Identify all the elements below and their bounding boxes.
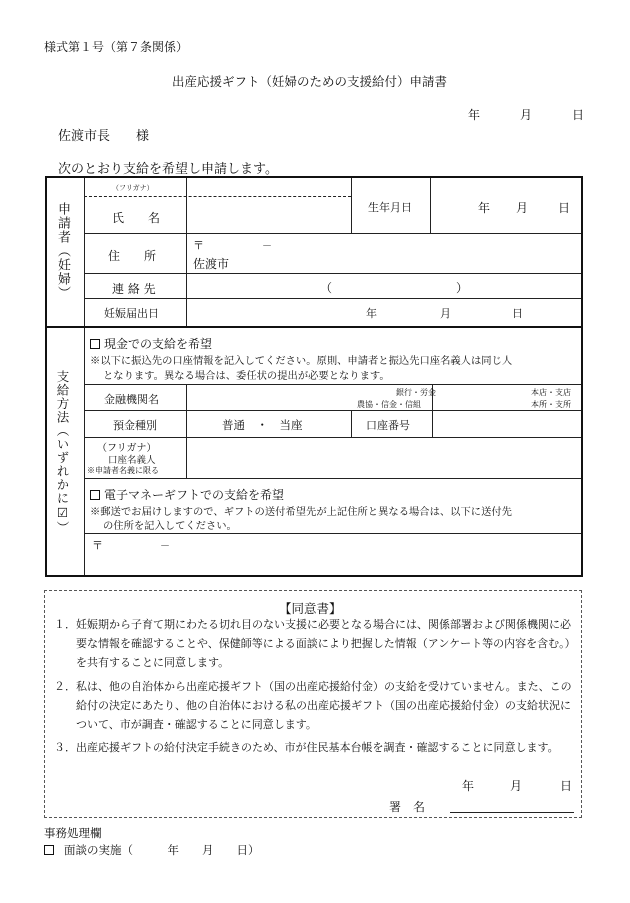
name-label: 氏 名	[112, 211, 161, 225]
cash-option[interactable]	[90, 335, 212, 352]
consent-item-1: 妊娠期から子育て期にわたる切れ目のない支援に必要となる場合には、関係部署および関係機関に必要な情報を確認することや、保健師等による面談により把握した情報（アンケート等の内容を含む。）を共有することに同意します。	[76, 618, 576, 669]
consent-date-day: 日	[560, 779, 573, 793]
holder-furigana-label: （フリガナ）	[97, 443, 157, 454]
form-number: 様式第１号（第７条関係）	[44, 40, 189, 54]
page-title: 出産応援ギフト（妊婦のための支援給付）申請書	[172, 74, 448, 89]
consent-item-2-number: ２．	[54, 680, 76, 693]
cash-note-line-1: ※以下に振込先の口座情報を記入してください。原則、申請者と振込先口座名義人は同じ人	[90, 355, 513, 367]
pregnancy-month: 月	[440, 307, 451, 320]
contact-paren-close: ）	[456, 281, 469, 295]
contact-label: 連 絡 先	[112, 282, 156, 296]
cash-checkbox[interactable]	[90, 339, 100, 349]
payment-section-divider	[45, 326, 583, 328]
deposit-type-options[interactable]: 普通 ・ 当座	[222, 418, 303, 432]
addressee: 佐渡市長 様	[58, 129, 150, 144]
consent-item-1-number: １．	[54, 618, 76, 631]
bank-type-2: 農協・信金・信組	[357, 400, 421, 409]
birth-month: 月	[516, 201, 529, 215]
emoney-checkbox[interactable]	[90, 490, 100, 500]
bank-name-label: 金融機関名	[104, 393, 159, 406]
name-field[interactable]	[188, 198, 349, 231]
account-number-label: 口座番号	[366, 419, 410, 432]
consent-date-month: 月	[510, 779, 523, 793]
consent-item-3-number: ３．	[54, 741, 76, 754]
delivery-postal-mark: 〒	[92, 539, 103, 552]
pregnancy-day: 日	[512, 307, 523, 320]
emoney-option-label: 電子マネーギフトでの支給を希望	[104, 488, 285, 502]
interview-record	[44, 842, 260, 858]
date-month: 月	[520, 108, 533, 122]
consent-date-year: 年	[462, 779, 475, 793]
intro-text: 次のとおり支給を希望し申請します。	[58, 162, 278, 177]
delivery-postal-dash: －	[160, 541, 170, 552]
pregnancy-year: 年	[366, 307, 377, 320]
pregnancy-date-label: 妊娠届出日	[104, 307, 159, 320]
bank-type-1: 銀行・労金	[396, 388, 436, 397]
signature-line[interactable]	[450, 812, 574, 813]
branch-type-2: 本所・支所	[531, 400, 571, 409]
birth-year: 年	[478, 201, 491, 215]
cash-note-line-2: となります。異なる場合は、委任状の提出が必要となります。	[103, 370, 390, 382]
consent-item-3: 出産応援ギフトの給付決定手続きのため、市が住民基本台帳を調査・確認することに同意します。	[76, 741, 559, 754]
date-year: 年	[468, 108, 481, 122]
branch-type-1: 本店・支店	[531, 388, 571, 397]
contact-paren-open: （	[320, 281, 333, 295]
date-day: 日	[572, 108, 585, 122]
birth-day: 日	[558, 201, 571, 215]
postal-dash: －	[262, 241, 272, 252]
applicant-section-label: 申請者（妊婦）	[55, 202, 70, 300]
signature-label: 署 名	[389, 800, 426, 814]
interview-checkbox[interactable]	[44, 845, 54, 855]
consent-title: 【同意書】	[279, 601, 342, 616]
birth-date-label: 生年月日	[368, 201, 412, 214]
account-holder-label: 口座名義人	[108, 455, 156, 466]
holder-note: ※申請者名義に限る	[87, 466, 159, 475]
emoney-note-line-2: の住所を記入してください。	[103, 520, 237, 532]
interview-label: 面談の実施（ 年 月 日）	[64, 843, 260, 857]
consent-item-2: 私は、他の自治体から出産応援ギフト（国の出産応援給付金）の支給を受けていません。また、この給付の決定にあたり、他の自治体における私の出産応援ギフト（国の出産応援給付金）の支給状況について、市が調査・確認することに同意します。	[76, 680, 572, 731]
emoney-option[interactable]	[90, 486, 284, 503]
deposit-type-label: 預金種別	[113, 419, 157, 432]
emoney-note-line-1: ※郵送でお届けしますので、ギフトの送付希望先が上記住所と異なる場合は、以下に送付先	[90, 506, 512, 518]
furigana-label: （フリガナ）	[112, 184, 154, 192]
payment-section-label: 支給方法（いずれかに☑）	[55, 370, 70, 535]
postal-mark: 〒	[193, 239, 204, 252]
city-name: 佐渡市	[193, 257, 230, 271]
office-use-title: 事務処理欄	[44, 826, 102, 840]
address-label: 住 所	[108, 249, 157, 263]
cash-option-label: 現金での支給を希望	[104, 337, 213, 351]
